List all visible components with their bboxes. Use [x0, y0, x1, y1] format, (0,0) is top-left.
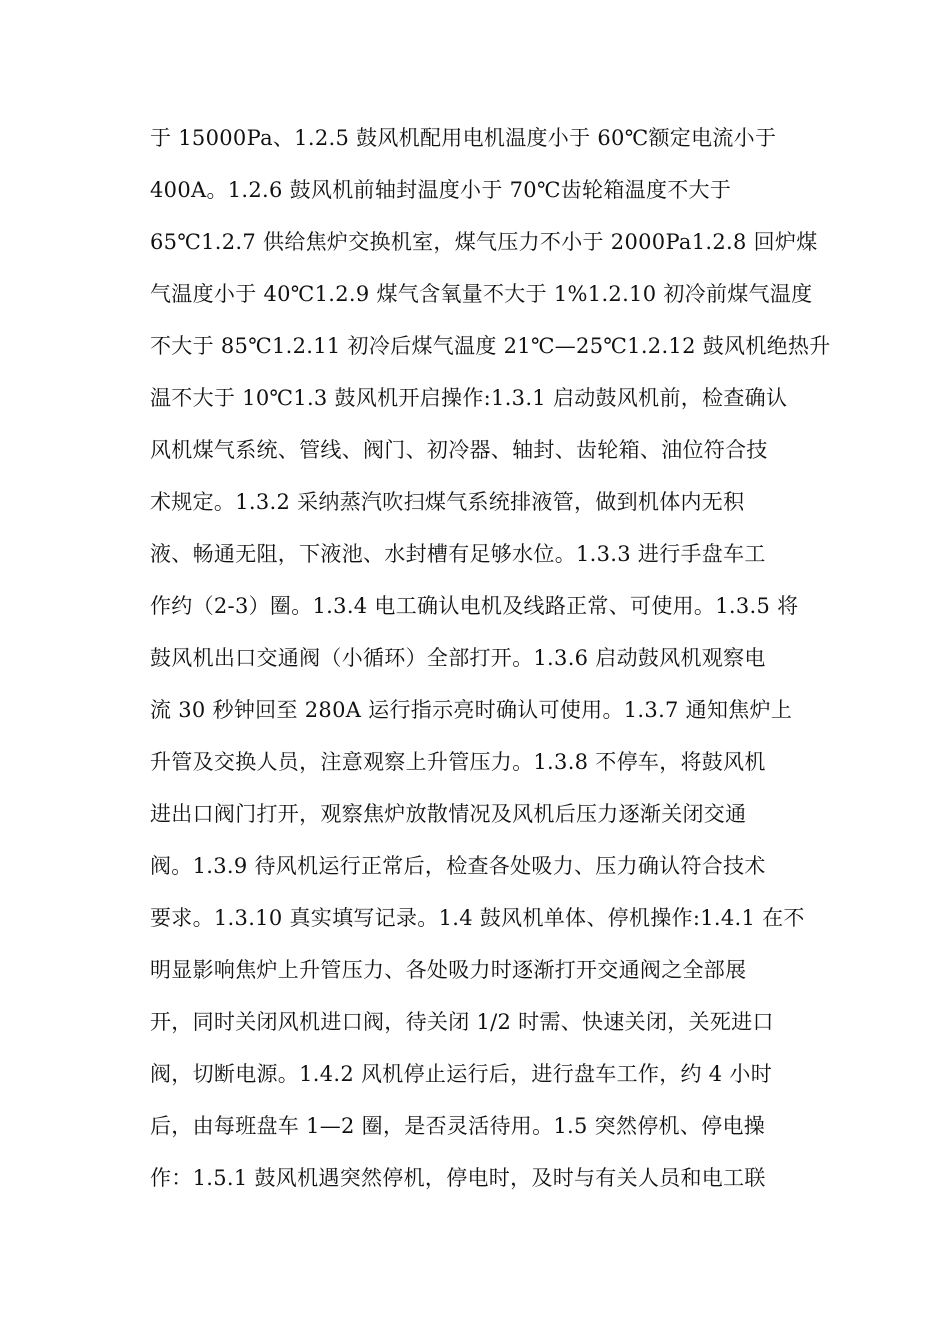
text-line: 不大于 85℃1.2.11 初冷后煤气温度 21℃—25℃1.2.12 鼓风机绝热升 [150, 334, 831, 358]
text-line: 鼓风机出口交通阀（小循环）全部打开。1.3.6 启动鼓风机观察电 [150, 646, 766, 670]
body-text [150, 112, 831, 1204]
text-line: 作约（2-3）圈。1.3.4 电工确认电机及线路正常、可使用。1.3.5 将 [150, 594, 799, 618]
text-line: 液、畅通无阻，下液池、水封槽有足够水位。1.3.3 进行手盘车工 [150, 542, 766, 566]
text-line: 后，由每班盘车 1—2 圈，是否灵活待用。1.5 突然停机、停电操 [150, 1114, 766, 1138]
text-line: 阀。1.3.9 待风机运行正常后，检查各处吸力、压力确认符合技术 [150, 854, 766, 878]
text-line: 风机煤气系统、管线、阀门、初冷器、轴封、齿轮箱、油位符合技 [150, 438, 768, 462]
text-line: 气温度小于 40℃1.2.9 煤气含氧量不大于 1%1.2.10 初冷前煤气温度 [150, 282, 813, 306]
text-line: 流 30 秒钟回至 280A 运行指示亮时确认可使用。1.3.7 通知焦炉上 [150, 698, 793, 722]
text-line: 作：1.5.1 鼓风机遇突然停机，停电时，及时与有关人员和电工联 [150, 1166, 766, 1190]
text-line: 开，同时关闭风机进口阀，待关闭 1/2 时需、快速关闭，关死进口 [150, 1010, 774, 1034]
text-line: 术规定。1.3.2 采纳蒸汽吹扫煤气系统排液管，做到机体内无积 [150, 490, 745, 514]
text-line: 阀，切断电源。1.4.2 风机停止运行后，进行盘车工作，约 4 小时 [150, 1062, 773, 1086]
text-line: 要求。1.3.10 真实填写记录。1.4 鼓风机单体、停机操作:1.4.1 在不 [150, 906, 805, 930]
text-line: 400A。1.2.6 鼓风机前轴封温度小于 70℃齿轮箱温度不大于 [150, 178, 732, 202]
text-line: 升管及交换人员，注意观察上升管压力。1.3.8 不停车，将鼓风机 [150, 750, 766, 774]
text-line: 进出口阀门打开，观察焦炉放散情况及风机后压力逐渐关闭交通 [150, 802, 747, 826]
text-line: 65℃1.2.7 供给焦炉交换机室，煤气压力不小于 2000Pa1.2.8 回炉煤 [150, 230, 818, 254]
text-line: 温不大于 10℃1.3 鼓风机开启操作:1.3.1 启动鼓风机前，检查确认 [150, 386, 788, 410]
text-line: 于 15000Pa、1.2.5 鼓风机配用电机温度小于 60℃额定电流小于 [150, 126, 777, 150]
text-line: 明显影响焦炉上升管压力、各处吸力时逐渐打开交通阀之全部展 [150, 958, 747, 982]
